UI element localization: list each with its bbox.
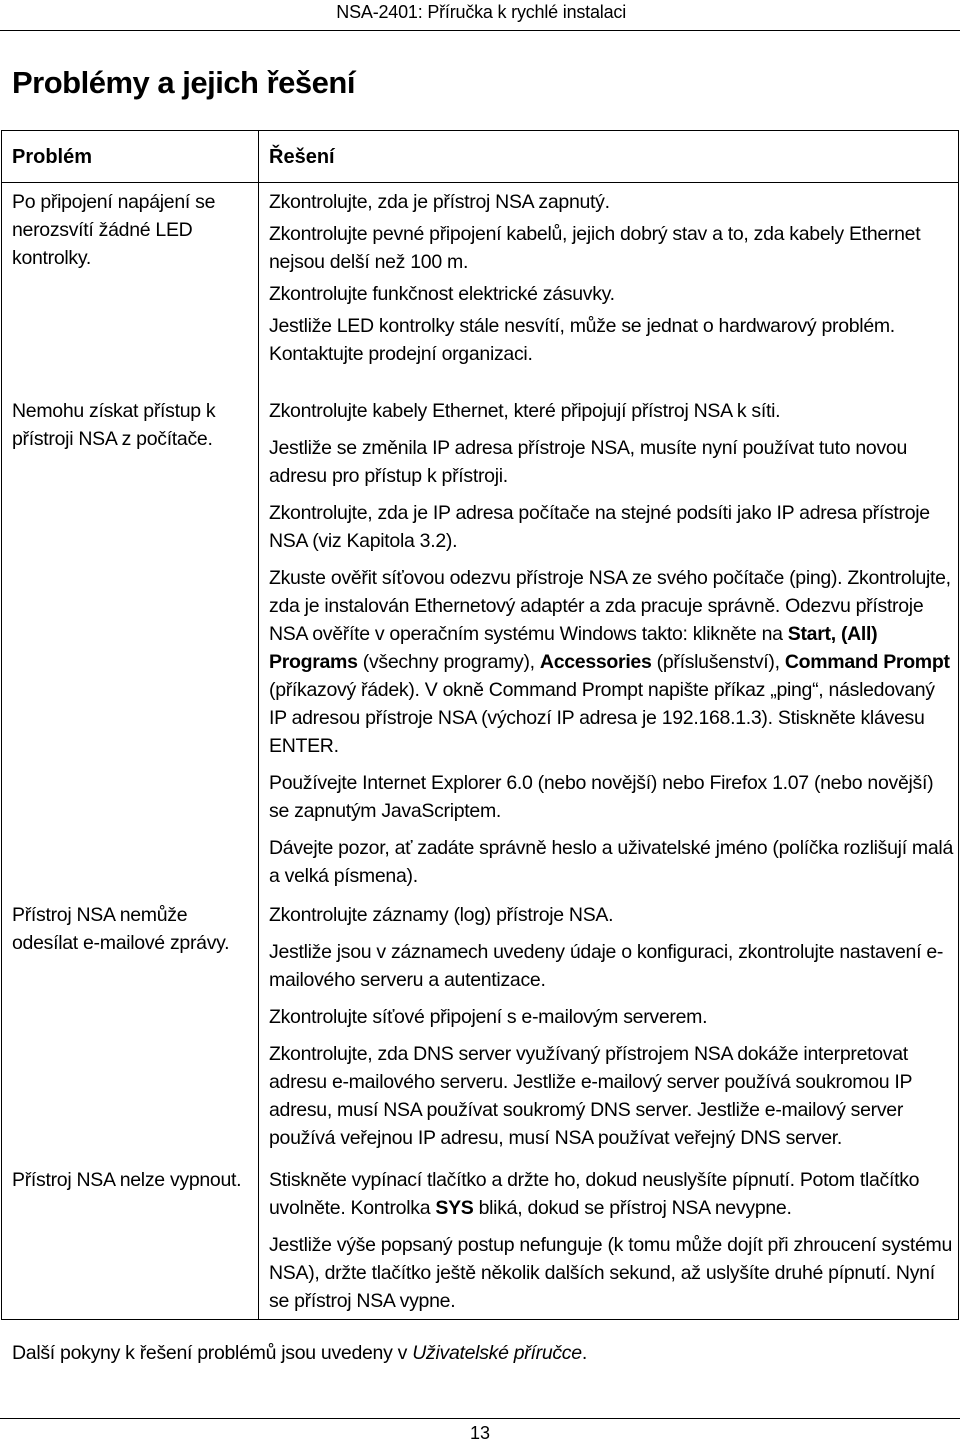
column-header-problem: Problém [12,146,93,168]
solution-text: Stiskněte vypínací tlačítko a držte ho, dokud neuslyšíte pípnutí. Potom tlačítko uvolněte. Kontrolka [269,1169,920,1219]
problem-cell: Přístroj NSA nelze vypnout. [12,1169,242,1191]
running-header: NSA-2401: Příručka k rychlé instalaci [336,2,626,22]
menu-path-start: Start, (All) Programs [269,623,878,673]
header-divider [0,30,960,31]
solution-item: Zkontrolujte síťové připojení s e-mailovým serverem. [269,1006,708,1028]
solution-item: Zkontrolujte pevné připojení kabelů, jejich dobrý stav a to, zda kabely Ethernet nejsou delší než 100 m. [269,223,921,273]
manual-reference: Uživatelské příručce [412,1342,582,1364]
problem-cell: Přístroj NSA nemůže odesílat e-mailové zprávy. [12,904,230,954]
solution-item: Zkontrolujte, zda je přístroj NSA zapnutý. [269,191,610,213]
footer-divider [0,1418,960,1419]
solution-item: Jestliže jsou v záznamech uvedeny údaje o konfiguraci, zkontrolujte nastavení e-mailového serveru a autentizace. [269,941,944,991]
sys-led-label: SYS [435,1197,474,1219]
solution-item: Zkontrolujte záznamy (log) přístroje NSA. [269,904,614,926]
solution-item: Jestliže LED kontrolky stále nesvítí, může se jednat o hardwarový problém. Kontaktujte prodejní organizaci. [269,315,895,365]
solution-cell [269,1166,954,1324]
solution-item: Jestliže výše popsaný postup nefunguje (k tomu může dojít při zhroucení systému NSA), držte tlačítko ještě několik dalších sekund, až uslyšíte druhé pípnutí. Nyní se přístroj NSA vypne. [269,1234,952,1312]
problem-cell: Po připojení napájení se nerozsvítí žádné LED kontrolky. [12,191,216,269]
solution-item: Používejte Internet Explorer 6.0 (nebo novější) nebo Firefox 1.07 (nebo novější) se zapnutým JavaScriptem. [269,772,934,822]
header-row-divider [1,182,959,183]
solution-item: Zkontrolujte funkčnost elektrické zásuvky. [269,283,615,305]
column-divider [258,130,259,1320]
footnote-text: Další pokyny k řešení problémů jsou uvedeny v [12,1342,413,1364]
solution-cell [269,188,954,372]
solution-text: bliká, dokud se přístroj NSA nevypne. [473,1197,792,1219]
solution-text: (všechny programy), [357,651,540,673]
solution-item [269,1166,954,1222]
footnote-end: . [581,1342,587,1364]
solution-text: (příkazový řádek). V okně Command Prompt napište příkaz „ping“, následovaný IP adresou přístroje NSA (výchozí IP adresa je 192.168.1.3). Stiskněte klávesu ENTER. [269,679,935,757]
solution-cell [269,901,954,1161]
menu-path-command-prompt: Command Prompt [784,651,950,673]
column-header-solution: Řešení [269,146,335,168]
solution-item: Zkontrolujte, zda je IP adresa počítače na stejné podsíti jako IP adresa přístroje NSA (viz Kapitola 3.2). [269,502,930,552]
page-number: 13 [469,1423,491,1443]
solution-cell [269,397,954,899]
solution-item [269,564,954,760]
menu-path-accessories: Accessories [539,651,652,673]
solution-item: Jestliže se změnila IP adresa přístroje NSA, musíte nyní používat tuto novou adresu pro přístup k přístroji. [269,437,908,487]
solution-item: Dávejte pozor, ať zadáte správně heslo a uživatelské jméno (políčka rozlišují malá a velká písmena). [269,837,953,887]
solution-item: Zkontrolujte, zda DNS server využívaný přístrojem NSA dokáže interpretovat adresu e-mailového serveru. Jestliže e-mailový server používá soukromou IP adresu, musí NSA používat soukromý DNS server. Jestliže e-mailový server používá veřejnou IP adresu, musí NSA používat veřejný DNS server. [269,1043,912,1149]
solution-item: Zkontrolujte kabely Ethernet, které připojují přístroj NSA k síti. [269,400,781,422]
solution-text: Zkuste ověřit síťovou odezvu přístroje NSA ze svého počítače (ping). Zkontrolujte, zda je instalován Ethernetový adaptér a zda pracuje správně. Odezvu přístroje NSA ověříte v operačním systému Windows takto: klikněte na [269,567,951,645]
solution-text: (příslušenství), [651,651,785,673]
problem-cell: Nemohu získat přístup k přístroji NSA z počítače. [12,400,216,450]
footnote [12,1342,587,1365]
page-title: Problémy a jejich řešení [12,65,355,100]
